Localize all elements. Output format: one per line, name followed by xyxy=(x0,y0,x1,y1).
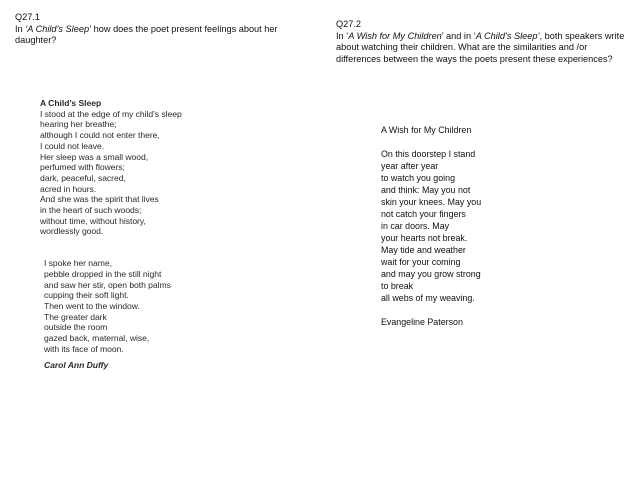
question-poem-title: ‘A Child’s Sleep’ xyxy=(25,23,92,34)
poem-line: acred in hours. xyxy=(40,183,97,194)
poem-line: and may you grow strong xyxy=(381,269,481,279)
poem-line: your hearts not break. xyxy=(381,233,468,243)
question-text: how does the poet present feelings about her daughter? xyxy=(15,23,278,46)
question-prefix: In ‘ xyxy=(336,30,349,41)
poem-line: all webs of my weaving. xyxy=(381,293,475,303)
poem-line: not catch your fingers xyxy=(381,209,466,219)
poem-stanza-2 xyxy=(40,258,240,354)
poem-line: skin your knees. May you xyxy=(381,197,482,207)
poem-a-wish-for-my-children xyxy=(381,124,531,328)
poem-line: to break xyxy=(381,281,414,291)
poem-line: I spoke her name, xyxy=(44,258,112,269)
poem-line: On this doorstep I stand xyxy=(381,149,476,159)
poem-line: and think: May you not xyxy=(381,185,471,195)
poem-line: gazed back, maternal, wise, xyxy=(44,333,150,344)
question-number: Q27.1 xyxy=(15,12,41,22)
poem-line: in car doors. May xyxy=(381,221,450,231)
poem-line: wordlessly good. xyxy=(40,226,104,237)
poem-line: I stood at the edge of my child’s sleep xyxy=(40,108,182,119)
poem-line: with its face of moon. xyxy=(44,343,124,354)
question-27-2 xyxy=(336,19,626,65)
question-poem-title: A Child’s Sleep’ xyxy=(475,30,540,41)
question-poem-title: A Wish for My Children xyxy=(348,30,442,41)
poem-line: pebble dropped in the still night xyxy=(44,268,162,279)
poem-line: in the heart of such woods; xyxy=(40,205,142,216)
question-prefix: In xyxy=(15,23,26,34)
poem-line: and saw her stir, open both palms xyxy=(44,279,171,290)
poem-line: without time, without history, xyxy=(40,215,146,226)
poem-line: year after year xyxy=(381,161,439,171)
poem-line: perfumed with flowers; xyxy=(40,162,125,173)
poem-line: hearing her breathe; xyxy=(40,119,117,130)
poem-line: And she was the spirit that lives xyxy=(40,194,159,205)
poem-title: A Child’s Sleep xyxy=(40,98,102,108)
poem-line: wait for your coming xyxy=(381,257,461,267)
question-number: Q27.2 xyxy=(336,19,362,29)
poem-line: I could not leave. xyxy=(40,140,105,151)
poem-line: dark, peaceful, sacred, xyxy=(40,172,126,183)
poem-line: cupping their soft light. xyxy=(44,290,129,301)
poem-line: although I could not enter there, xyxy=(40,130,160,141)
poem-author: Carol Ann Duffy xyxy=(44,360,109,371)
question-text: , both speakers write about watching their children. What are the similarities and /or differences between the ways the poets present these experiences? xyxy=(336,30,625,64)
poem-a-childs-sleep xyxy=(40,98,240,371)
poem-line: outside the room xyxy=(44,322,108,333)
poem-line: Then went to the window. xyxy=(44,300,140,311)
poem-author: Evangeline Paterson xyxy=(381,317,463,327)
poem-line: The greater dark xyxy=(44,311,107,322)
poem-line: to watch you going xyxy=(381,173,456,183)
poem-line: Her sleep was a small wood, xyxy=(40,151,149,162)
question-27-1 xyxy=(15,12,295,47)
poem-line: May tide and weather xyxy=(381,245,466,255)
question-connector: ’ and in ‘ xyxy=(441,30,476,41)
poem-title: A Wish for My Children xyxy=(381,125,472,135)
poem-stanza-1 xyxy=(40,109,240,237)
